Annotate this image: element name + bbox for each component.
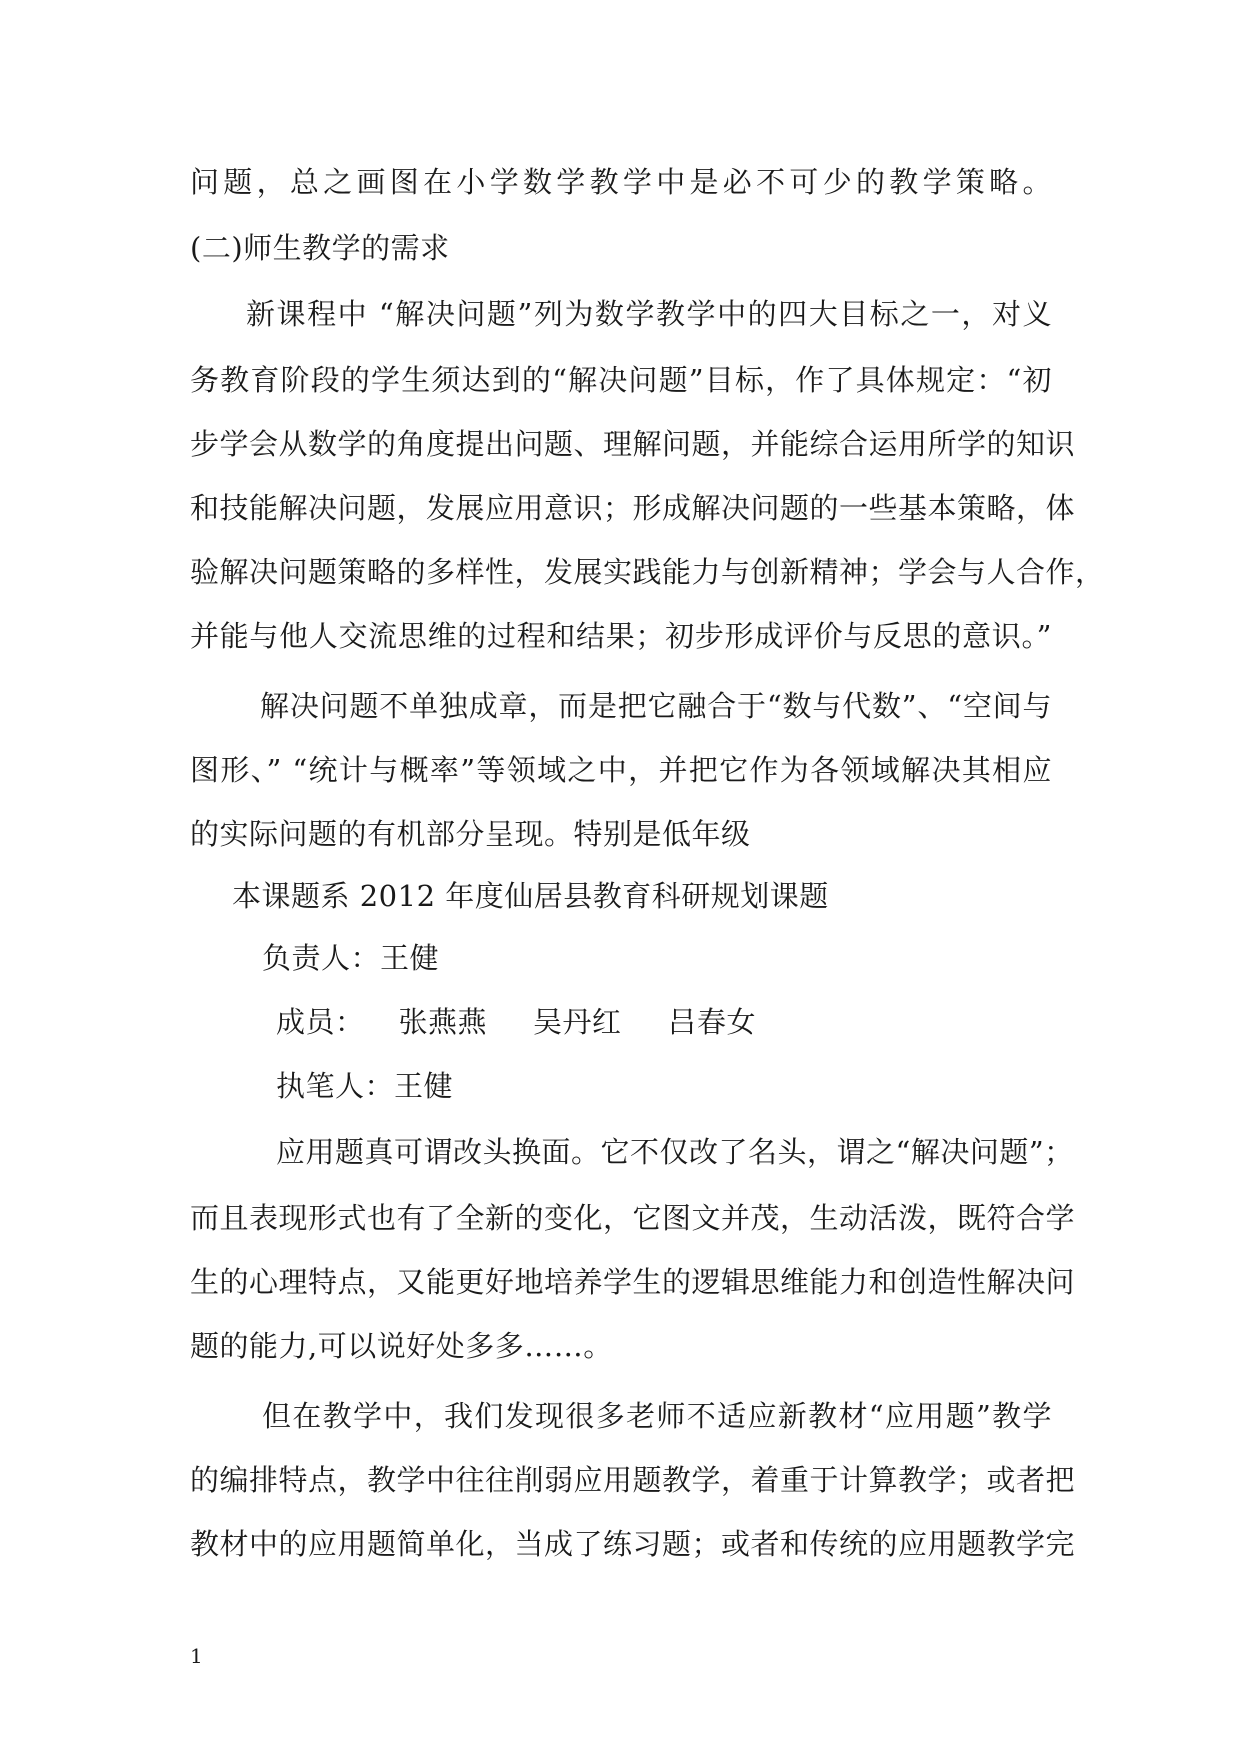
members-label: 成员： (276, 1005, 365, 1039)
project-writer: 执笔人：王健 (276, 1069, 454, 1103)
paragraph-line: 问题，总之画图在小学数学教学中是必不可少的教学策略。 (190, 165, 1052, 199)
paragraph-line: 和技能解决问题，发展应用意识；形成解决问题的一些基本策略，体 (190, 491, 1076, 525)
paragraph-line: 验解决问题策略的多样性，发展实践能力与创新精神；学会与人合作， (190, 555, 1105, 589)
paragraph-line: 而且表现形式也有了全新的变化，它图文并茂，生动活泼，既符合学 (190, 1201, 1076, 1235)
section-heading: (二)师生教学的需求 (190, 231, 450, 265)
member-name: 吕春女 (667, 1005, 757, 1039)
paragraph-line: 并能与他人交流思维的过程和结果；初步形成评价与反思的意识。” (190, 619, 1052, 653)
member-name: 吴丹红 (533, 1005, 622, 1039)
paragraph-line: 教材中的应用题简单化，当成了练习题；或者和传统的应用题教学完 (190, 1527, 1076, 1561)
paragraph-line: 的编排特点，教学中往往削弱应用题教学，着重于计算教学；或者把 (190, 1463, 1076, 1497)
paragraph-line: 但在教学中，我们发现很多老师不适应新教材“应用题”教学 (262, 1399, 1052, 1433)
member-name: 张燕燕 (398, 1005, 488, 1039)
paragraph-line: 新课程中 “解决问题”列为数学教学中的四大目标之一，对义 (246, 297, 1052, 331)
paragraph-line: 步学会从数学的角度提出问题、理解问题，并能综合运用所学的知识 (190, 427, 1076, 461)
paragraph-line: 生的心理特点，又能更好地培养学生的逻辑思维能力和创造性解决问 (190, 1265, 1076, 1299)
project-members (276, 1002, 756, 1042)
project-leader: 负责人：王健 (262, 941, 440, 975)
paragraph-line: 务教育阶段的学生须达到的“解决问题”目标，作了具体规定：“初 (190, 363, 1052, 397)
paragraph-line: 的实际问题的有机部分呈现。特别是低年级 (190, 817, 751, 851)
paragraph-line: 题的能力,可以说好处多多……。 (190, 1329, 613, 1363)
paragraph-line: 应用题真可谓改头换面。它不仅改了名头，谓之“解决问题”； (276, 1135, 1074, 1169)
paragraph-line: 图形、” “统计与概率”等领域之中，并把它作为各领域解决其相应 (190, 753, 1052, 787)
page-number: 1 (190, 1644, 203, 1668)
paragraph-line: 解决问题不单独成章，而是把它融合于“数与代数”、“空间与 (260, 689, 1052, 723)
project-note: 本课题系 2012 年度仙居县教育科研规划课题 (232, 879, 829, 913)
